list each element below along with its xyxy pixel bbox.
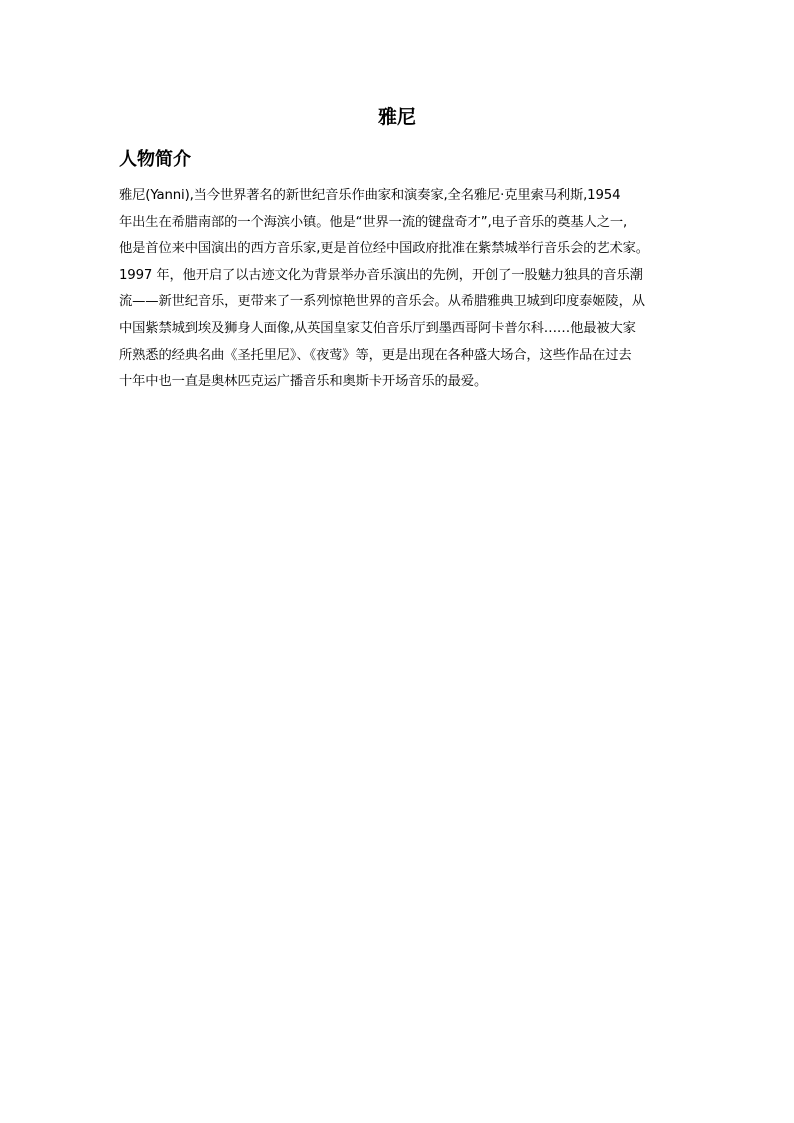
paragraph-line: 中国紫禁城到埃及狮身人面像,从英国皇家艾伯音乐厅到墨西哥阿卡普尔科……他最被大家 bbox=[119, 320, 636, 336]
paragraph-line: 年出生在希腊南部的一个海滨小镇。他是“世界一流的键盘奇才”,电子音乐的奠基人之一, bbox=[119, 214, 628, 230]
paragraph-line: 他是首位来中国演出的西方音乐家,更是首位经中国政府批准在紫禁城举行音乐会的艺术家。 bbox=[119, 241, 649, 257]
page-title: 雅尼 bbox=[377, 106, 416, 128]
paragraph-line: 流——新世纪音乐，更带来了一系列惊艳世界的音乐会。从希腊雅典卫城到印度泰姬陵，从 bbox=[119, 294, 645, 310]
section-heading: 人物简介 bbox=[119, 149, 191, 170]
paragraph-line: 所熟悉的经典名曲《圣托里尼》、《夜莺》等，更是出现在各种盛大场合，这些作品在过去 bbox=[119, 347, 632, 363]
paragraph-line: 十年中也一直是奥林匹克运广播音乐和奥斯卡开场音乐的最爱。 bbox=[119, 374, 488, 390]
paragraph-line: 1997 年，他开启了以古迹文化为背景举办音乐演出的先例，开创了一股魅力独具的音乐潮 bbox=[119, 267, 643, 283]
body-paragraph bbox=[119, 183, 685, 396]
paragraph-line: 雅尼(Yanni),当今世界著名的新世纪音乐作曲家和演奏家,全名雅尼·克里索马利斯,1954 bbox=[119, 188, 621, 203]
